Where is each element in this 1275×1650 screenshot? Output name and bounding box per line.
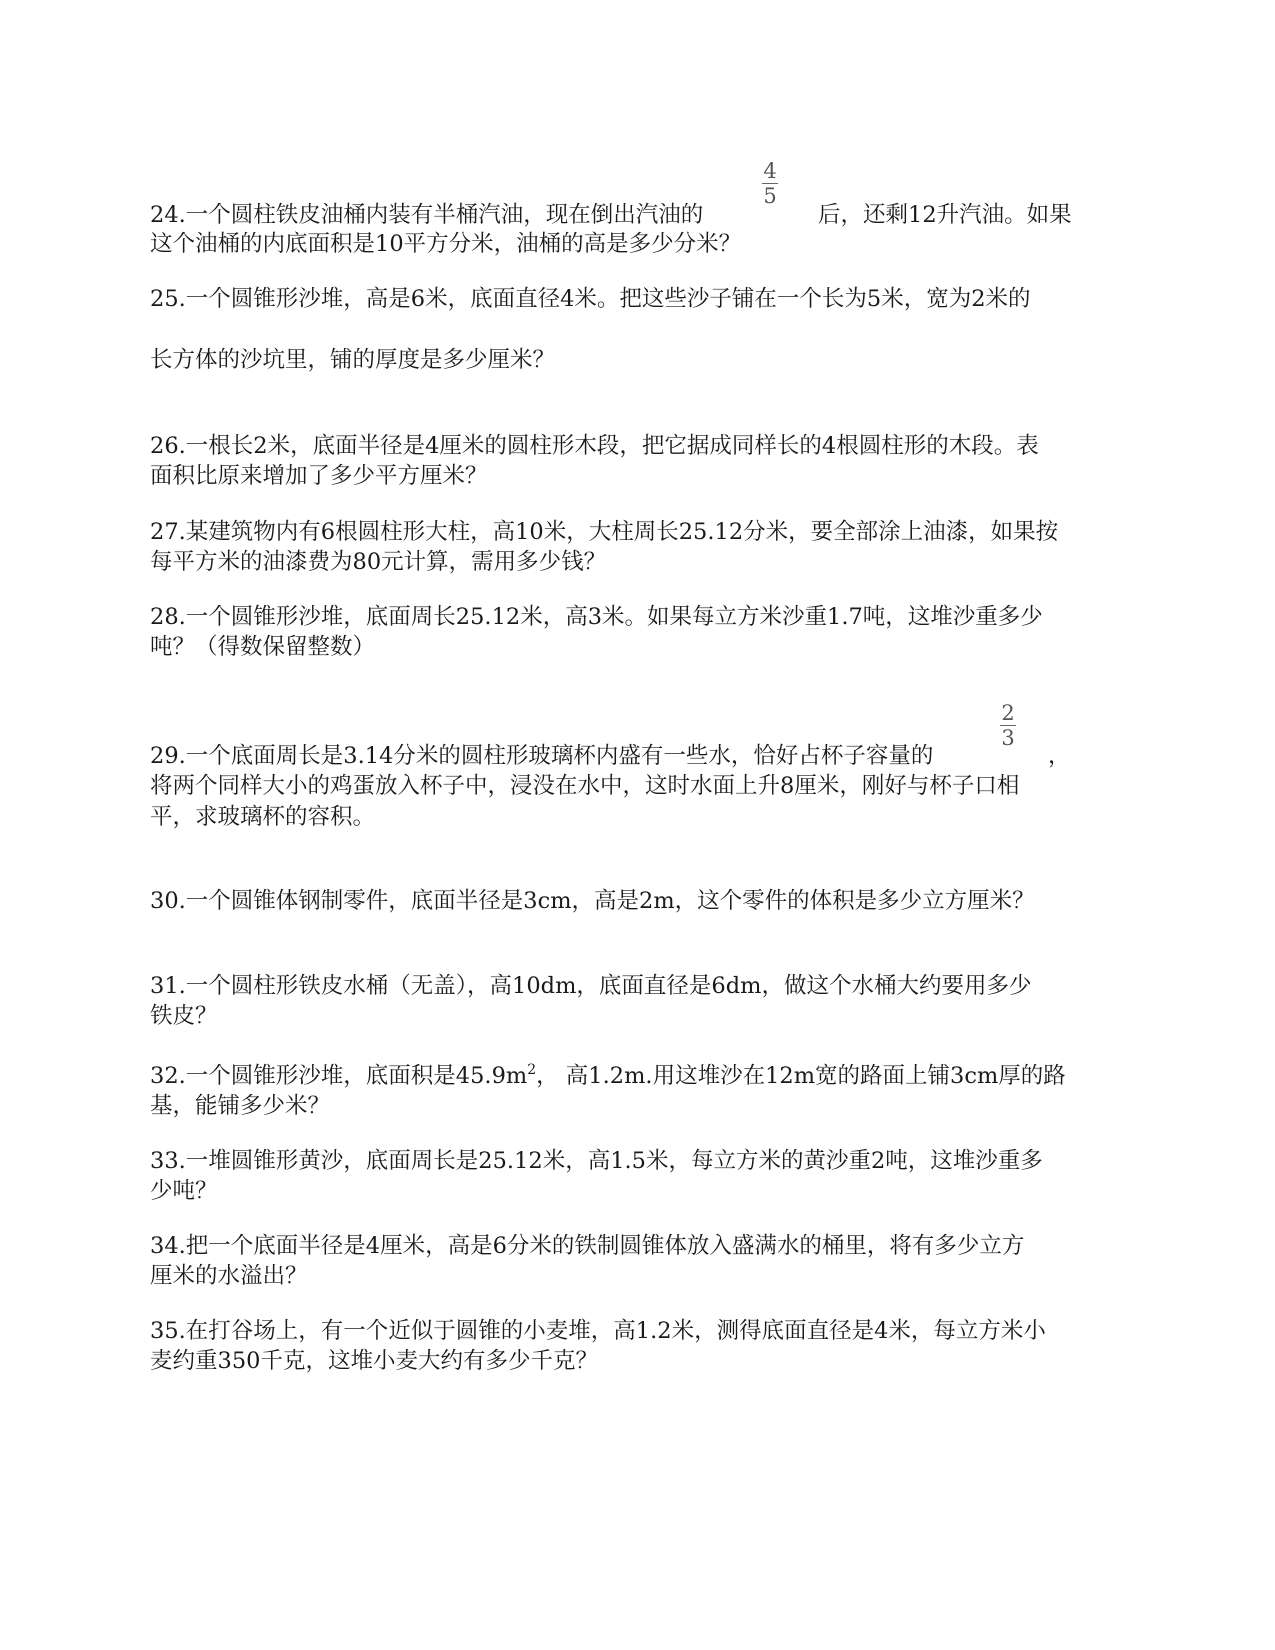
question-24-text-a: 24.一个圆柱铁皮油桶内装有半桶汽油，现在倒出汽油的: [150, 202, 704, 228]
fraction-denominator: 5: [763, 184, 777, 208]
fraction-denominator: 3: [1001, 726, 1015, 750]
fraction-numerator: 2: [1001, 701, 1015, 725]
question-29-line-1-end: [1048, 741, 1071, 771]
question-29-line-3: 平，求玻璃杯的容积。: [150, 804, 376, 830]
question-24-line-1: [150, 200, 703, 230]
fraction-two-thirds: [996, 702, 1020, 749]
question-32-line-1: [150, 1061, 1066, 1091]
question-30-line-1: 30.一个圆锥体钢制零件，底面半径是3cm，高是2m，这个零件的体积是多少立方厘米？: [150, 888, 1035, 914]
question-32-text-b: ， 高1.2m.用这堆沙在12m宽的路面上铺3cm厚的路: [536, 1063, 1066, 1089]
fraction-four-fifths: [758, 160, 782, 207]
question-33-line-1: 33.一堆圆锥形黄沙，底面周长是25.12米，高1.5米，每立方米的黄沙重2吨，这堆沙重多: [150, 1148, 1043, 1174]
question-31-line-1: 31.一个圆柱形铁皮水桶（无盖），高10dm，底面直径是6dm，做这个水桶大约要用多少: [150, 973, 1032, 999]
fraction-numerator: 4: [763, 159, 777, 183]
question-24-text-b: 后，还剩12升汽油。如果: [818, 202, 1072, 228]
question-32-text-a: 32.一个圆锥形沙堆，底面积是45.9m: [150, 1063, 528, 1089]
question-26-line-1: 26.一根长2米，底面半径是4厘米的圆柱形木段，把它据成同样长的4根圆柱形的木段。表: [150, 433, 1039, 459]
question-35-line-2: 麦约重350千克，这堆小麦大约有多少千克？: [150, 1348, 598, 1374]
question-26-line-2: 面积比原来增加了多少平方厘米？: [150, 463, 488, 489]
question-24-line-2: 这个油桶的内底面积是10平方分米，油桶的高是多少分米？: [150, 231, 742, 257]
question-28-line-1: 28.一个圆锥形沙堆，底面周长25.12米，高3米。如果每立方米沙重1.7吨，这堆沙重多少: [150, 604, 1043, 630]
question-31-line-2: 铁皮？: [150, 1003, 218, 1029]
question-35-line-1: 35.在打谷场上，有一个近似于圆锥的小麦堆，高1.2米，测得底面直径是4米，每立方米小: [150, 1318, 1046, 1344]
question-29-text-a: 29.一个底面周长是3.14分米的圆柱形玻璃杯内盛有一些水，恰好占杯子容量的: [150, 743, 934, 769]
question-34-line-1: 34.把一个底面半径是4厘米，高是6分米的铁制圆锥体放入盛满水的桶里，将有多少立方: [150, 1233, 1025, 1259]
question-29-text-b: ，: [1048, 743, 1071, 769]
question-28-line-2: 吨？（得数保留整数）: [150, 634, 376, 660]
question-27-line-1: 27.某建筑物内有6根圆柱形大柱，高10米，大柱周长25.12分米，要全部涂上油漆，如果按: [150, 519, 1059, 545]
superscript-two: 2: [527, 1062, 537, 1078]
question-25-line-1: 25.一个圆锥形沙堆，高是6米，底面直径4米。把这些沙子铺在一个长为5米，宽为2米的: [150, 286, 1031, 312]
question-29-line-1: [150, 741, 933, 771]
question-34-line-2: 厘米的水溢出？: [150, 1263, 308, 1289]
question-27-line-2: 每平方米的油漆费为80元计算，需用多少钱？: [150, 549, 607, 575]
question-29-line-2: 将两个同样大小的鸡蛋放入杯子中，浸没在水中，这时水面上升8厘米，刚好与杯子口相: [150, 773, 1020, 799]
question-25-line-2: 长方体的沙坑里，铺的厚度是多少厘米？: [150, 347, 556, 373]
question-32-line-2: 基，能铺多少米？: [150, 1093, 331, 1119]
question-24-line-1-end: [818, 200, 1072, 230]
question-33-line-2: 少吨？: [150, 1178, 218, 1204]
